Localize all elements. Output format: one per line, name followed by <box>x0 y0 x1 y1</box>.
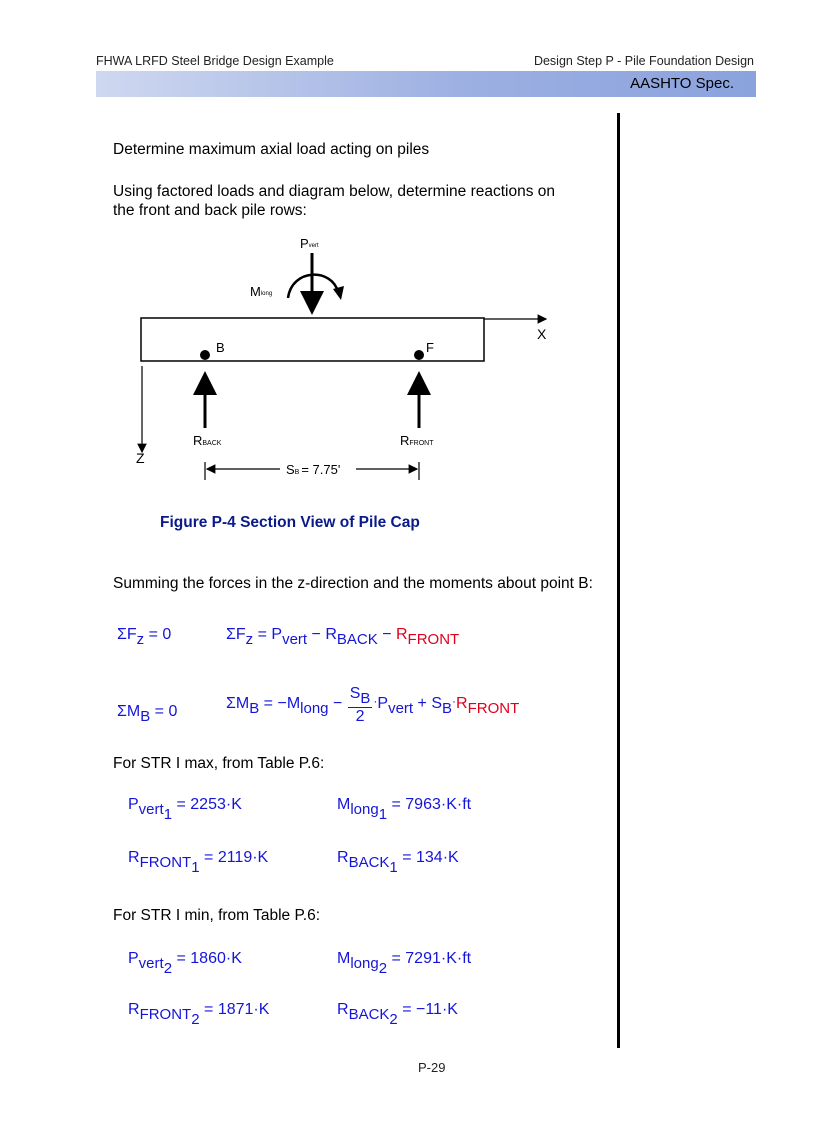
pile-f-marker <box>414 350 424 360</box>
eq2-lhs: $\Sigma M_B = 0$ <box>117 703 178 725</box>
max-r-back: $R_{BACK_1} = 134\cdot K$ <box>337 849 459 876</box>
r-front-label: RFRONT <box>400 433 434 448</box>
str-min-heading: For STR I min, from Table P.6: <box>113 907 321 924</box>
max-m-long: $M_{long_1} = 7963\cdot K\cdot ft$ <box>337 796 472 823</box>
page-number: P-29 <box>418 1060 446 1075</box>
pile-b-marker <box>200 350 210 360</box>
figure-caption: Figure P-4 Section View of Pile Cap <box>160 514 420 531</box>
header-right-title: Design Step P - Pile Foundation Design <box>533 54 754 68</box>
z-axis-label: Z <box>136 450 145 466</box>
eq2-r-front: $R_{FRONT}$ <box>456 695 520 717</box>
summing-text: Summing the forces in the z-direction and the moments about point B: <box>113 575 593 592</box>
intro-line-3: the front and back pile rows: <box>113 202 307 219</box>
pile-cap-diagram <box>0 0 816 560</box>
max-r-front: $R_{FRONT_1} = 2119\cdot K$ <box>128 849 269 876</box>
dim-label: SB = 7.75' <box>286 462 341 477</box>
eq2-rhs: $\Sigma M_B = -M_{long}$ − $\frac{S_B}{2}$ $\cdot P_{vert} + S_B\cdot R_{FRONT}$ <box>226 685 520 725</box>
eq1-lhs: $\Sigma F_z = 0$ <box>117 626 172 648</box>
str-max-heading: For STR I max, from Table P.6: <box>113 755 325 772</box>
min-m-long: $M_{long_2} = 7291\cdot K\cdot ft$ <box>337 950 472 977</box>
m-long-label: Mlong <box>250 284 273 299</box>
pile-f-label: F <box>426 340 434 355</box>
p-vert-label: Pvert <box>300 236 319 251</box>
x-axis-label: X <box>537 326 547 342</box>
min-p-vert: $P_{vert_2} = 1860\cdot K$ <box>128 950 242 977</box>
pile-b-label: B <box>216 340 225 355</box>
min-r-front: $R_{FRONT_2} = 1871\cdot K$ <box>128 1001 270 1028</box>
eq1-rhs: $\Sigma F_z = P_{vert} - R_{BACK} - R_{FRONT}$ <box>226 626 460 648</box>
eq2-fraction: $\frac{S_B}{2}$ <box>349 685 371 725</box>
eq1-r-front: $R_{FRONT}$ <box>395 626 460 648</box>
max-p-vert: $P_{vert_1} = 2253\cdot K$ <box>128 796 242 823</box>
intro-line-1: Determine maximum axial load acting on piles <box>113 141 430 158</box>
m-long-arrowhead <box>333 286 344 300</box>
header-left-title: FHWA LRFD Steel Bridge Design Example <box>96 54 334 68</box>
intro-line-2: Using factored loads and diagram below, determine reactions on <box>113 183 556 200</box>
min-r-back: $R_{BACK_2} = -11\cdot K$ <box>337 1001 458 1028</box>
r-back-label: RBACK <box>193 433 222 448</box>
aashto-spec-label: AASHTO Spec. <box>630 75 734 92</box>
